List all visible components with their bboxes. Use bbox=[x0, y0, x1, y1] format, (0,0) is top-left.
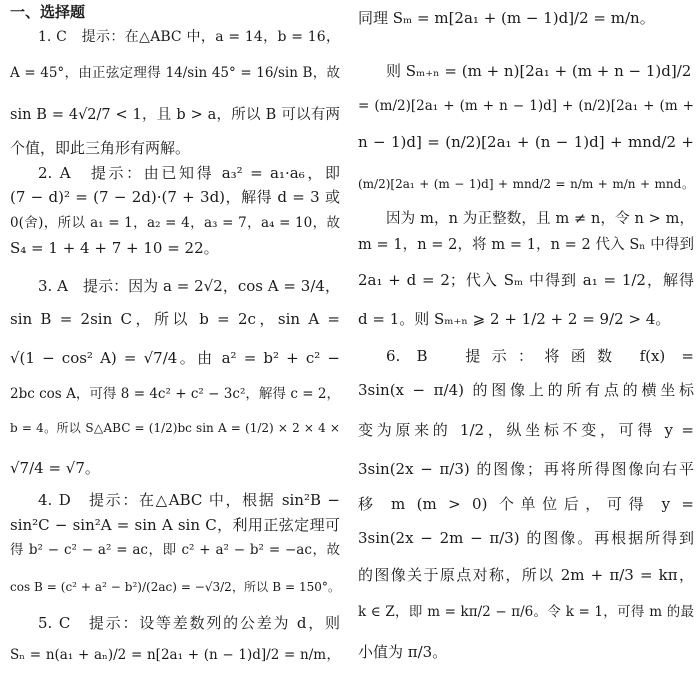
text-line: A = 45°，由正弦定理得 14/sin 45° = 16/sin B，故 bbox=[10, 65, 340, 81]
text-line: 个值，即此三角形有两解。 bbox=[10, 139, 191, 157]
text-line: = (m/2)[2a₁ + (m + n − 1)d] + (n/2)[2a₁ + (m + bbox=[358, 98, 694, 114]
text-line: 3sin(x − π/4) 的图像上的所有点的横坐标 bbox=[358, 381, 694, 399]
text-line: b = 4。所以 S△ABC = (1/2)bc sin A = (1/2) × 2 × 4 × bbox=[10, 421, 340, 435]
section-title: 一、选择题 bbox=[10, 3, 86, 21]
text-line: 5. C 提示：设等差数列的公差为 d，则 bbox=[38, 614, 340, 632]
text-line: 3sin(2x − 2m − π/3) 的图像。再根据所得到 bbox=[358, 529, 694, 547]
text-line: (m/2)[2a₁ + (m − 1)d] + mnd/2 = n/m + m/n + mnd。 bbox=[358, 177, 694, 191]
text-line: 1. C 提示：在△ABC 中，a = 14，b = 16， bbox=[38, 29, 340, 45]
text-line: 6. B 提示：将函数 f(x) = bbox=[386, 347, 694, 365]
text-line: √7/4 = √7。 bbox=[10, 459, 100, 477]
text-line: 0(舍)，所以 a₁ = 1，a₂ = 4，a₃ = 7，a₄ = 10，故 bbox=[10, 215, 340, 231]
text-line: 则 Sₘ₊ₙ = (m + n)[2a₁ + (m + n − 1)d]/2 bbox=[386, 62, 692, 80]
text-line: 3sin(2x − π/3) 的图像；再将所得图像向右平 bbox=[358, 460, 694, 478]
text-line: k ∈ Z，即 m = kπ/2 − π/6。令 k = 1，可得 m 的最 bbox=[358, 604, 694, 620]
text-line: 的图像关于原点对称，所以 2m + π/3 = kπ， bbox=[358, 566, 694, 584]
text-line: cos B = (c² + a² − b²)/(2ac) = −√3/2，所以 B = 150°。 bbox=[10, 580, 340, 594]
text-line: √(1 − cos² A) = √7/4。由 a² = b² + c² − bbox=[10, 349, 340, 367]
text-line: 4. D 提示：在△ABC 中，根据 sin²B − bbox=[38, 491, 340, 509]
text-line: 3. A 提示：因为 a = 2√2，cos A = 3/4， bbox=[38, 277, 340, 295]
text-line: Sₙ = n(a₁ + aₙ)/2 = n[2a₁ + (n − 1)d]/2 = n/m， bbox=[10, 647, 340, 663]
text-line: 同理 Sₘ = m[2a₁ + (m − 1)d]/2 = m/n。 bbox=[358, 9, 655, 27]
text-line: 因为 m，n 为正整数，且 m ≠ n，令 n > m， bbox=[386, 211, 694, 227]
text-line: 变为原来的 1/2，纵坐标不变，可得 y = bbox=[358, 421, 694, 439]
text-line: 2a₁ + d = 2；代入 Sₘ 中得到 a₁ = 1/2，解得 bbox=[358, 271, 694, 289]
text-line: d = 1。则 Sₘ₊ₙ ⩾ 2 + 1/2 + 2 = 9/2 > 4。 bbox=[358, 310, 671, 328]
text-line: 2. A 提示：由已知得 a₃² = a₁·a₆，即 bbox=[38, 164, 340, 182]
text-line: 移 m (m > 0) 个单位后，可得 y = bbox=[358, 495, 694, 513]
text-line: sin B = 2sin C，所以 b = 2c，sin A = bbox=[10, 310, 340, 328]
text-line: 得 b² − c² − a² = ac，即 c² + a² − b² = −ac，故 bbox=[10, 542, 340, 558]
text-line: n − 1)d] = (n/2)[2a₁ + (n − 1)d] + mnd/2 + bbox=[358, 133, 694, 151]
text-line: sin²C − sin²A = sin A sin C，利用正弦定理可 bbox=[10, 516, 340, 534]
text-line: S₄ = 1 + 4 + 7 + 10 = 22。 bbox=[10, 239, 219, 257]
text-line: 小值为 π/3。 bbox=[358, 643, 448, 661]
text-line: sin B = 4√2/7 < 1，且 b > a，所以 B 可以有两 bbox=[10, 107, 340, 123]
text-line: 2bc cos A，可得 8 = 4c² + c² − 3c²，解得 c = 2， bbox=[10, 386, 340, 402]
text-line: (7 − d)² = (7 − 2d)·(7 + 3d)，解得 d = 3 或 bbox=[10, 188, 340, 206]
text-line: m = 1，n = 2，将 m = 1，n = 2 代入 Sₙ 中得到 bbox=[358, 237, 694, 253]
